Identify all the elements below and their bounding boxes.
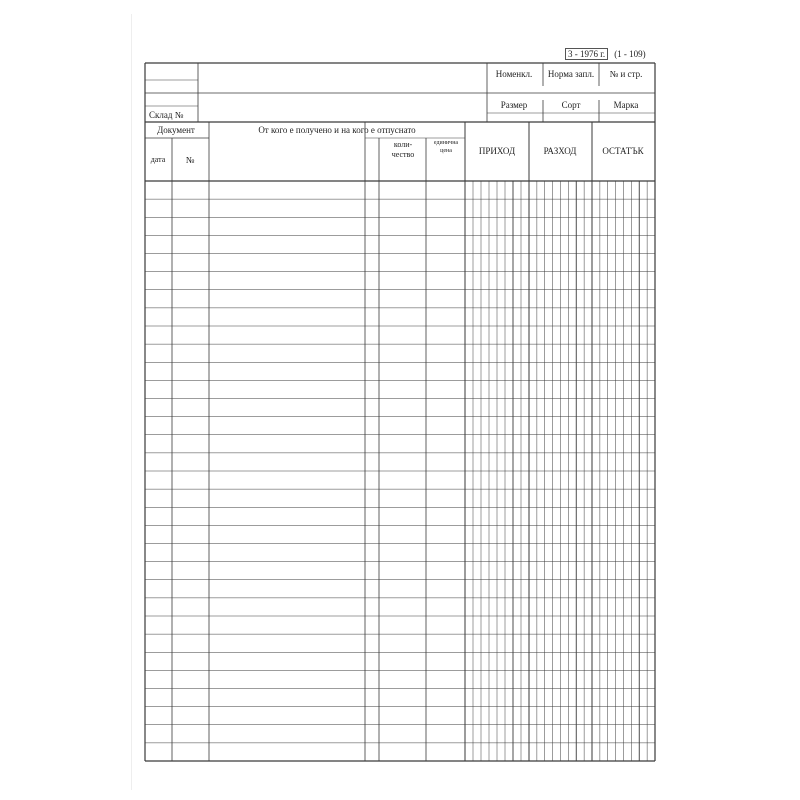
year-code: 3 - 1976 г.	[565, 48, 608, 60]
expense-header: РАЗХОД	[543, 146, 577, 156]
number-header: №	[185, 155, 195, 165]
grade-label: Сорт	[561, 100, 581, 110]
brand-label: Марка	[613, 100, 639, 110]
received-issued-header: От кого е получено и на кого е отпуснато	[258, 125, 416, 135]
form-number: (1 - 109)	[614, 49, 646, 59]
unit-price-header-2: цена	[440, 148, 452, 154]
size-label: Размер	[500, 100, 528, 110]
grid-lines	[145, 63, 655, 761]
quantity-header-1: коли-	[393, 140, 413, 149]
nomenclature-label: Номенкл.	[495, 69, 533, 79]
warehouse-label: Склад №	[149, 110, 184, 120]
stock-norm-label: Норма запл.	[547, 69, 595, 79]
income-header: ПРИХОД	[478, 146, 516, 156]
item-page-label: № и стр.	[609, 69, 643, 79]
quantity-header-2: чество	[391, 150, 415, 159]
document-header: Документ	[157, 125, 195, 135]
date-header: дата	[150, 155, 166, 164]
balance-header: ОСТАТЪК	[602, 146, 644, 156]
unit-price-header-1: единична	[433, 140, 459, 146]
